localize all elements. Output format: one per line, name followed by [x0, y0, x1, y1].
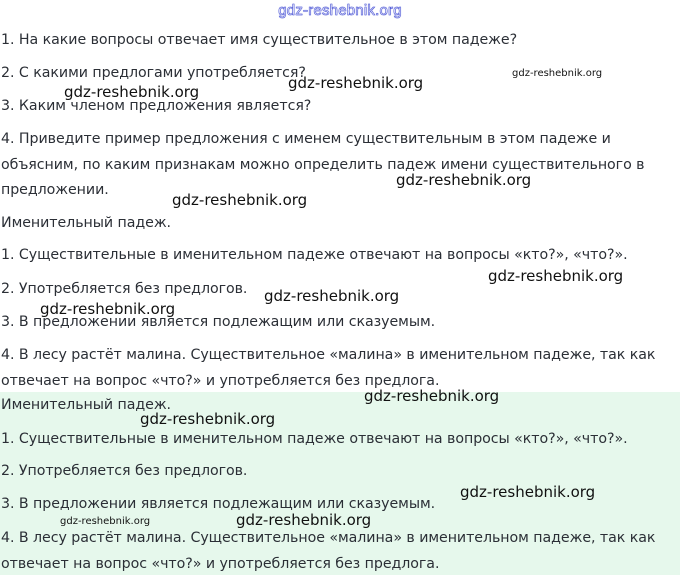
answer-1-heading: Именительный падеж. [1, 215, 172, 231]
watermark: gdz-reshebnik.org [236, 511, 372, 529]
answer-1-item-4-line-1: 4. В лесу растёт малина. Существительное «малина» в именительном падеже, так как [1, 347, 656, 363]
question-4-line-1: 4. Приведите пример предложения с именем существительным в этом падеже и [1, 131, 611, 147]
answer-1-item-4-line-2: отвечает на вопрос «что?» и употребляется без предлога. [1, 373, 440, 389]
watermark: gdz-reshebnik.org [488, 267, 624, 285]
answer-2-item-3: 3. В предложении является подлежащим или сказуемым. [1, 496, 436, 512]
watermark: gdz-reshebnik.org [60, 516, 151, 527]
watermark: gdz-reshebnik.org [396, 171, 532, 189]
question-3: 3. Каким членом предложения является? [1, 98, 312, 114]
answer-2-item-4-line-2: отвечает на вопрос «что?» и употребляется без предлога. [1, 556, 440, 572]
watermark: gdz-reshebnik.org [40, 300, 176, 318]
watermark: gdz-reshebnik.org [364, 387, 500, 405]
watermark: gdz-reshebnik.org [460, 483, 596, 501]
answer-2-item-2: 2. Употребляется без предлогов. [1, 463, 248, 479]
watermark: gdz-reshebnik.org [172, 191, 308, 209]
watermark: gdz-reshebnik.org [512, 68, 603, 79]
answer-1-item-1: 1. Существительные в именительном падеже отвечают на вопросы «кто?», «что?». [1, 247, 628, 263]
answer-2-heading: Именительный падеж. [1, 397, 172, 413]
watermark: gdz-reshebnik.org [140, 410, 276, 428]
question-1: 1. На какие вопросы отвечает имя существительное в этом падеже? [1, 32, 518, 48]
question-4-line-3: предложении. [1, 182, 109, 198]
answer-2-item-1: 1. Существительные в именительном падеже отвечают на вопросы «кто?», «что?». [1, 431, 628, 447]
site-logo-text: gdz-reshebnik.org [278, 2, 402, 19]
watermark: gdz-reshebnik.org [288, 74, 424, 92]
site-header [0, 0, 680, 24]
answer-1-item-2: 2. Употребляется без предлогов. [1, 281, 248, 297]
question-2: 2. С какими предлогами употребляется? [1, 65, 306, 81]
answer-2-item-4-line-1: 4. В лесу растёт малина. Существительное «малина» в именительном падеже, так как [1, 530, 656, 546]
answer-1-item-3: 3. В предложении является подлежащим или сказуемым. [1, 314, 436, 330]
question-4-line-2: объясним, по каким признакам можно определить падеж имени существительного в [1, 157, 645, 173]
watermark: gdz-reshebnik.org [264, 287, 400, 305]
watermark: gdz-reshebnik.org [64, 83, 200, 101]
